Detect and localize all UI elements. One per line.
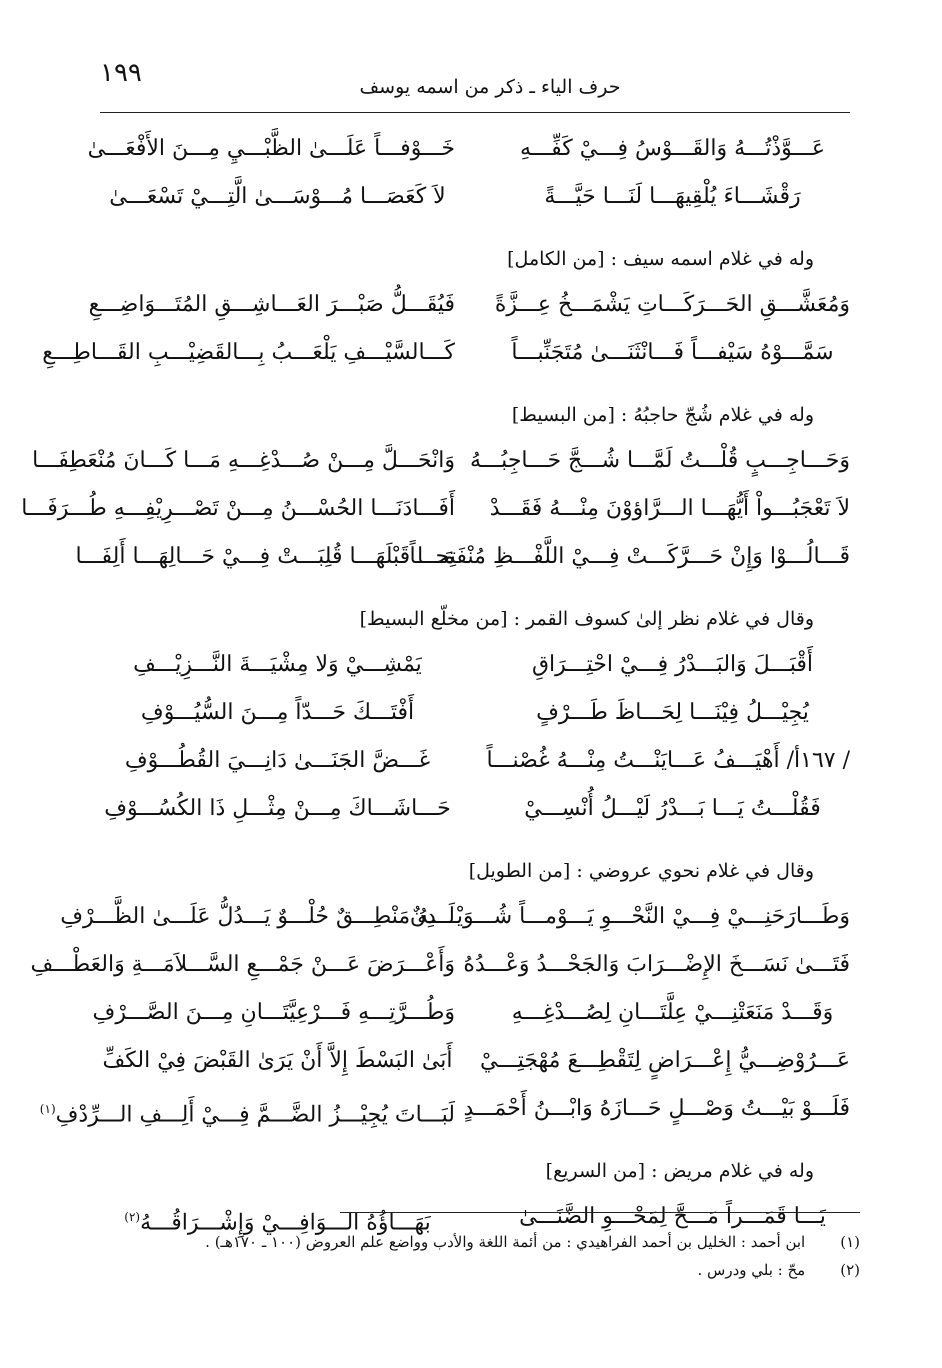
verse-first-hemistich: عَـــرُوْضِـــيُّ إِعْـــرَاضٍ لِتَقْطِـــعَ مُهْجَتِـــيْ: [480, 1048, 850, 1073]
footnote-text: ابن أحمد : الخليل بن أحمد الفراهيدي : من أئمة اللغة والأدب وواضع علم العروض (١٠٠ ـ ١٧٠هـ) .: [205, 1233, 806, 1251]
verse-second-hemistich: وَطُـــرَّتِـــهِ فَـــرْعِيَّتَـــانِ مِـــنَ الصَّـــرْفِ: [92, 1000, 455, 1025]
verse-second-hemistich: أَفَـــادَنَـــا الحُسْـــنُ مِـــنْ تَصْـــرِيْفِـــهِ طُـــرَفَـــا: [21, 496, 455, 521]
verse: [75, 533, 850, 581]
verse-first-hemistich: وَمُعَشَّـــقِ الحَـــرَكَـــاتِ يَشْمَـــخُ عِـــزَّةً: [494, 292, 850, 317]
verse-first-hemistich: سَمَّـــوْهُ سَيْفـــاً فَـــانْثَنَـــىٰ مُتَجَنِّبـــاً: [511, 340, 834, 365]
verse-first-hemistich: وَقَـــدْ مَنَعَتْنِـــيْ عِلَّتَـــانِ لِصُـــدْغِـــهِ: [511, 1000, 834, 1025]
section-intro: وقال في غلام نحوي عروضي : [من الطويل]: [468, 860, 814, 882]
verse-second-hemistich: فَيُقَـــلُّ صَبْـــرَ العَـــاشِـــقِ المُتَـــوَاضِـــعِ: [88, 292, 455, 317]
footnotes: [100, 1228, 860, 1284]
verse: [21, 485, 850, 533]
footnote-number: (١): [840, 1233, 860, 1251]
verse: [87, 125, 850, 173]
footnote-number: (٢): [840, 1261, 860, 1279]
verse-second-hemistich: لاَ كَعَصَـــا مُـــوْسَـــىٰ الَّتِـــيْ تَسْعَـــىٰ: [109, 184, 446, 209]
verse: [60, 893, 850, 941]
verse-first-hemistich: يَـــا قَمَـــراً مَـــحَّ لِمَحْـــوِ الضَّنَـــىٰ: [519, 1204, 826, 1229]
verse-second-hemistich: يَمْشِـــيْ وَلا مِشْيَـــةَ النَّـــزِيْـــفِ: [133, 652, 422, 677]
footnote: [100, 1256, 860, 1284]
verse-first-hemistich: أَقْبَـــلَ وَالبَـــدْرُ فِـــيْ احْتِـــرَاقِ: [531, 652, 814, 677]
verse-second-hemistich: خَـــوْفـــاً عَلَـــىٰ الظَّبْـــيِ مِـــنَ الأَفْعَـــىٰ: [87, 136, 455, 161]
verse-second-hemistich: أَبَىٰ البَسْطَ إِلاَّ أَنْ يَرَىٰ القَبْضَ فِيْ الكَفِّ: [102, 1048, 453, 1073]
verse-second-hemistich: [39, 1085, 455, 1139]
page-number: ١٩٩: [100, 58, 142, 88]
section-intro: وقال في غلام نظر إلىٰ كسوف القمر : [من مخلّع البسيط]: [359, 608, 814, 630]
hemistich-text: بَهَـــاؤُهُ الـــوَافِـــيْ وَإِشْـــرَاقُـــهُ: [140, 1210, 431, 1236]
section-intro: وله في غلام اسمه سيف : [من الكامل]: [507, 248, 814, 270]
section-intro: وله في غلام مريض : [من السريع]: [545, 1160, 814, 1182]
hemistich-text: لَبَـــاتَ يُجِيْـــزُ الضَّـــمَّ فِـــيْ أَلِـــفِ الـــرِّدْفِ: [55, 1102, 455, 1128]
verse-first-hemistich: يُجِيْـــلُ فِيْنَـــا لِحَـــاظَ طَـــرْفٍ: [536, 700, 809, 725]
verse: [39, 1085, 850, 1133]
verse: [88, 281, 850, 329]
verse-first-hemistich: قَـــالُـــوْا وَإِنْ حَـــرَّكَـــتْ فِـــيْ اللَّفْـــظِ مُنْفَتِحـــاً: [409, 544, 850, 569]
verse: [92, 989, 850, 1037]
verse-first-hemistich: / ١٦٧أ/ أَهْيَـــفُ عَـــايَنْـــتُ مِنْـــهُ غُصْنـــاً: [486, 748, 850, 773]
verse-first-hemistich: وَحَـــاجِـــبٍ قُلْـــتُ لَمَّـــا شُـــجَّ حَـــاجِبُـــهُ: [470, 448, 850, 473]
poem-body: [21, 125, 850, 1241]
verse: [100, 785, 850, 833]
verse: [100, 737, 850, 785]
verse-second-hemistich: كَـــالسَّيْـــفِ يَلْعَـــبُ بِـــالقَضِيْـــبِ القَـــاطِـــعِ: [42, 340, 455, 365]
verse-second-hemistich: حَـــاشَـــاكَ مِـــنْ مِثْـــلِ ذَا الكُسُـــوْفِ: [104, 796, 451, 821]
verse-first-hemistich: لاَ تَعْجَبُـــواْ أَيُّهَـــا الـــرَّاؤوْنَ مِنْـــهُ فَقَـــدْ: [489, 496, 850, 521]
verse-first-hemistich: فَتَـــىٰ نَسَـــخَ الإِضْـــرَابَ وَالجَحْـــدُ وَعْـــدُهُ: [463, 952, 850, 977]
verse: [100, 1037, 850, 1085]
section-intro: وله في غلام شُجّ حاجبُهُ : [من البسيط]: [511, 404, 814, 426]
verse-first-hemistich: فَقُلْـــتُ يَـــا بَـــدْرُ لَيْـــلُ أُنْسِـــيْ: [524, 796, 821, 821]
verse-second-hemistich: أَفْتَـــكَ حَـــدّاً مِـــنَ السُّيُـــوْفِ: [140, 700, 415, 725]
verse-first-hemistich: رَقْشَـــاءَ يُلْقِيهَـــا لَنَـــا حَيَّـــةً: [544, 184, 801, 209]
verse-first-hemistich: فَلَـــوْ بَيْـــتُ وَصْـــلٍ حَـــازَهُ وَابْـــنُ أَحْمَـــدٍ: [463, 1096, 850, 1121]
verse: [30, 941, 850, 989]
footnote-marker[interactable]: (٢): [124, 1210, 141, 1224]
verse-second-hemistich: وَانْحَـــلَّ مِـــنْ صُـــدْغِـــهِ مَـــا كَـــانَ مُنْعَطِفَـــا: [32, 448, 455, 473]
verse-second-hemistich: غَـــضَّ الجَنَـــىٰ دَانِـــيَ القُطُـــوْفِ: [124, 748, 431, 773]
footnote-marker[interactable]: (١): [39, 1102, 56, 1116]
verse-second-hemistich: مَـــا قَبْلَهَـــا قُلِبَـــتْ فِـــيْ حَـــالِهَـــا أَلِفَـــا: [75, 544, 455, 569]
header-rule: [100, 112, 850, 113]
footnote-rule: [340, 1212, 860, 1213]
verse: [100, 173, 850, 221]
verse: [32, 437, 850, 485]
running-head: حرف الياء ـ ذكر من اسمه يوسف: [359, 76, 621, 98]
footnote: [100, 1228, 860, 1256]
footnote-text: محّ : بلي ودرس .: [697, 1261, 806, 1279]
verse-second-hemistich: وَأَعْـــرَضَ عَـــنْ جَمْـــعِ السَّـــلاَمَـــةِ وَالعَطْـــفِ: [30, 952, 455, 977]
verse-first-hemistich: وَطَـــارَحَنِـــيْ فِـــيْ النَّحْـــوِ يَـــوْمـــاً شُـــوَيْـــدِنٌ: [409, 904, 850, 929]
verse: [100, 641, 850, 689]
verse: [100, 689, 850, 737]
verse-first-hemistich: عَـــوَّذْتُـــهُ وَالقَـــوْسُ فِـــيْ كَفِّـــهِ: [520, 136, 825, 161]
verse-second-hemistich: لَـــهُ مَنْطِـــقٌ حُلْـــوٌ يَـــدُلُّ عَلَـــىٰ الظَّـــرْفِ: [60, 904, 455, 929]
verse: [42, 329, 850, 377]
